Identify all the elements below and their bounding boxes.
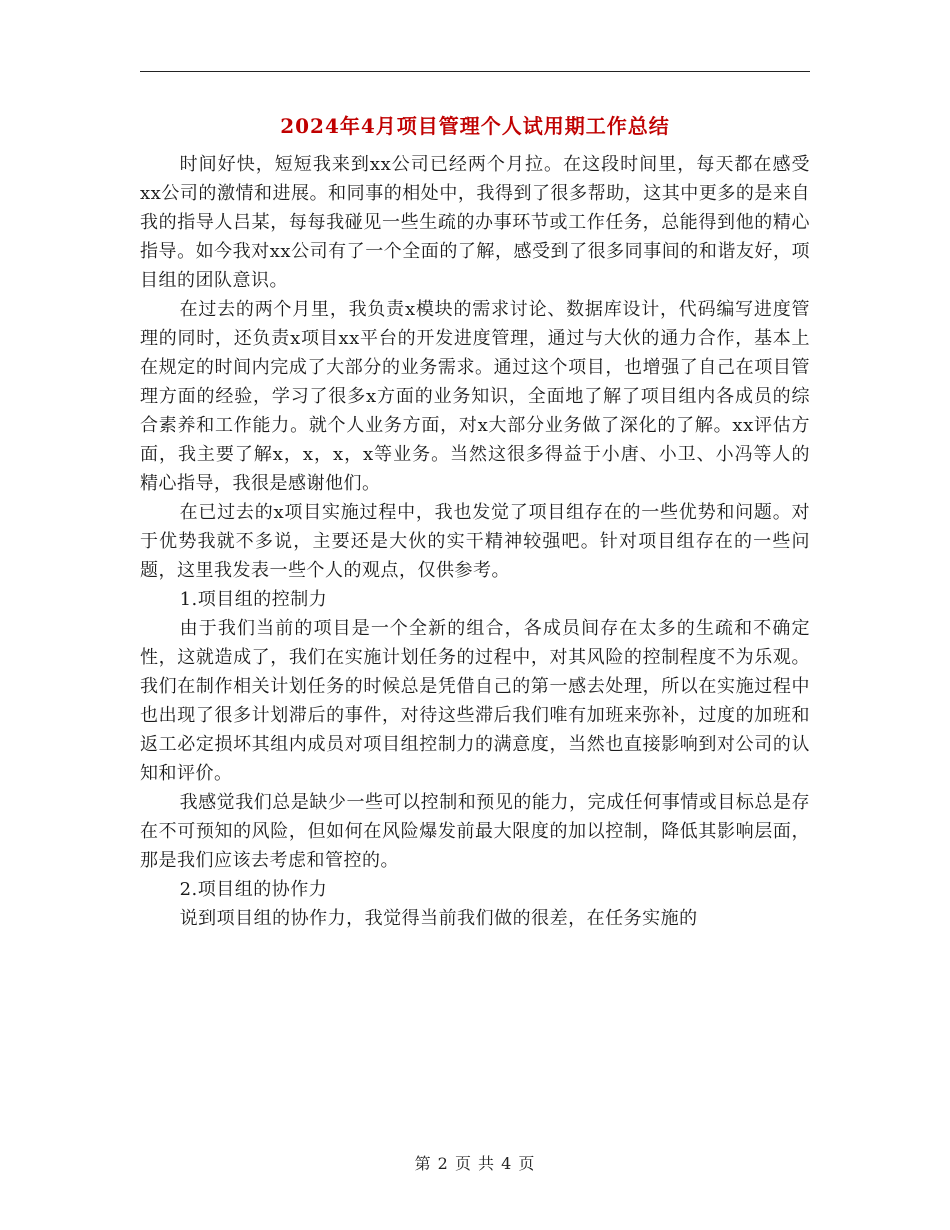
- paragraph-1: 时间好快，短短我来到xx公司已经两个月拉。在这段时间里，每天都在感受xx公司的激情和进展。和同事的相处中，我得到了很多帮助，这其中更多的是来自我的指导人吕某，每每我碰见一些生疏的办事环节或工作任务，总能得到他的精心指导。如今我对xx公司有了一个全面的了解，感受到了很多同事间的和谐友好，项目组的团队意识。: [140, 154, 810, 291]
- section-heading-1: 1.项目组的控制力: [179, 589, 328, 610]
- page-number: 第 2 页 共 4 页: [414, 1154, 536, 1173]
- paragraph-4: 由于我们当前的项目是一个全新的组合，各成员间存在太多的生疏和不确定性，这就造成了，我们在实施计划任务的过程中，对其风险的控制程度不为乐观。我们在制作相关计划任务的时候总是凭借自己的第一感去处理，所以在实施过程中也出现了很多计划滞后的事件，对待这些滞后我们唯有加班来弥补，过度的加班和返工必定损坏其组内成员对项目组控制力的满意度，当然也直接影响到对公司的认知和评价。: [140, 618, 810, 784]
- paragraph-5: 我感觉我们总是缺少一些可以控制和预见的能力，完成任何事情或目标总是存在不可预知的风险，但如何在风险爆发前最大限度的加以控制，降低其影响层面，那是我们应该去考虑和管控的。: [140, 792, 810, 871]
- document-title: 2024年4月项目管理个人试用期工作总结: [280, 114, 670, 138]
- paragraph-2: 在过去的两个月里，我负责x模块的需求讨论、数据库设计，代码编写进度管理的同时，还负责x项目xx平台的开发进度管理，通过与大伙的通力合作，基本上在规定的时间内完成了大部分的业务需求。通过这个项目，也增强了自己在项目管理方面的经验，学习了很多x方面的业务知识，全面地了解了项目组内各成员的综合素养和工作能力。就个人业务方面，对x大部分业务做了深化的了解。xx评估方面，我主要了解x，x，x，x等业务。当然这很多得益于小唐、小卫、小冯等人的精心指导，我很是感谢他们。: [140, 299, 810, 494]
- document-body: [140, 150, 810, 933]
- section-heading-2: 2.项目组的协作力: [179, 879, 328, 900]
- paragraph-3: 在已过去的x项目实施过程中，我也发觉了项目组存在的一些优势和问题。对于优势我就不多说，主要还是大伙的实干精神较强吧。针对项目组存在的一些问题，这里我发表一些个人的观点，仅供参考。: [140, 502, 810, 581]
- paragraph-6: 说到项目组的协作力，我觉得当前我们做的很差，在任务实施的: [179, 908, 698, 929]
- header-rule: [140, 71, 810, 72]
